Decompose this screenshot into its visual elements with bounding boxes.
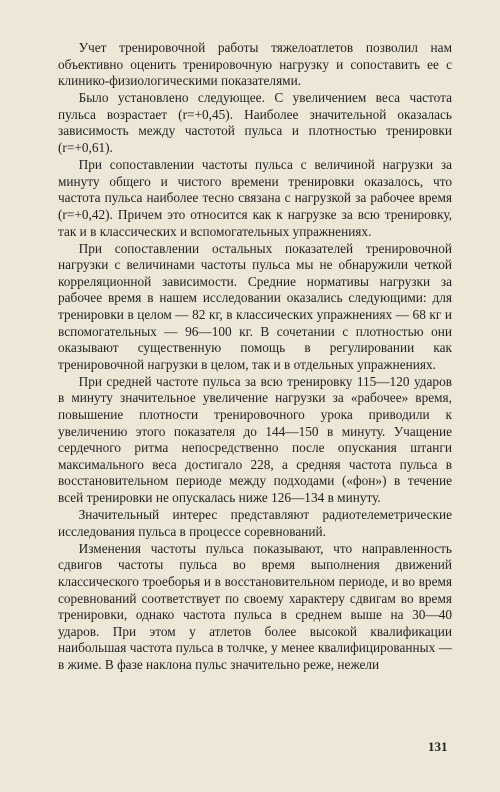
paragraph-4: При сопоставлении остальных показателей тренировочной нагрузки с величинами частоты пульса мы не обнаружили четкой корреляционной зависимости. Средние нормативы нагрузки за рабочее время в нашем исследовании оказались следующими: для тренировки в целом — 82 кг, в классических упражнениях — 68 кг и вспомогательных — 96—100 кг. В сочетании с плотностью они оказывают существенную помощь в регулировании как тренировочной нагрузки в целом, так и в отдельных упражнениях.	[58, 240, 452, 372]
paragraph-6: Значительный интерес представляют радиотелеметрические исследования пульса в процессе соревнований.	[58, 507, 452, 539]
paragraph-3: При сопоставлении частоты пульса с величиной нагрузки за минуту общего и чистого времени тренировки оказалось, что частота пульса наиболее тесно связана с нагрузкой за рабочее время (r=+0,42). Причем это относится как к нагрузке за всю тренировку, так и в классических и вспомогательных упражнениях.	[58, 157, 452, 239]
body-text	[58, 40, 452, 674]
paragraph-5: При средней частоте пульса за всю тренировку 115—120 ударов в минуту значительное увеличение нагрузки за «рабочее» время, повышение плотности тренировочного урока приводили к увеличению этого показателя до 144—150 в минуту. Учащение сердечного ритма непосредственно после опускания штанги максимального веса достигало 228, а средняя частота пульса в восстановительном периоде между подходами («фон») в течение всей тренировки не опускалась ниже 126—134 в минуту.	[58, 373, 452, 506]
paragraph-7: Изменения частоты пульса показывают, что направленность сдвигов частоты пульса во время выполнения движений классического троеборья и в восстановительном периоде, и во время соревнований соответствует по своему характеру сдвигам во время тренировки, однако частота пульса в среднем выше на 30—40 ударов. При этом у атлетов более высокой квалификации наибольшая частота пульса в толчке, у менее квалифицированных — в жиме. В фазе наклона пульс значительно реже, нежели	[58, 540, 452, 672]
paragraph-1: Учет тренировочной работы тяжелоатлетов позволил нам объективно оценить тренировочную нагрузку и сопоставить ее с клинико-физиологическими показателями.	[58, 40, 452, 89]
page-number: 131	[428, 739, 448, 754]
paragraph-2: Было установлено следующее. С увеличением веса частота пульса возрастает (r=+0,45). Наиболее значительной оказалась зависимость между частотой пульса и плотностью тренировки (r=+0,61).	[58, 90, 452, 156]
